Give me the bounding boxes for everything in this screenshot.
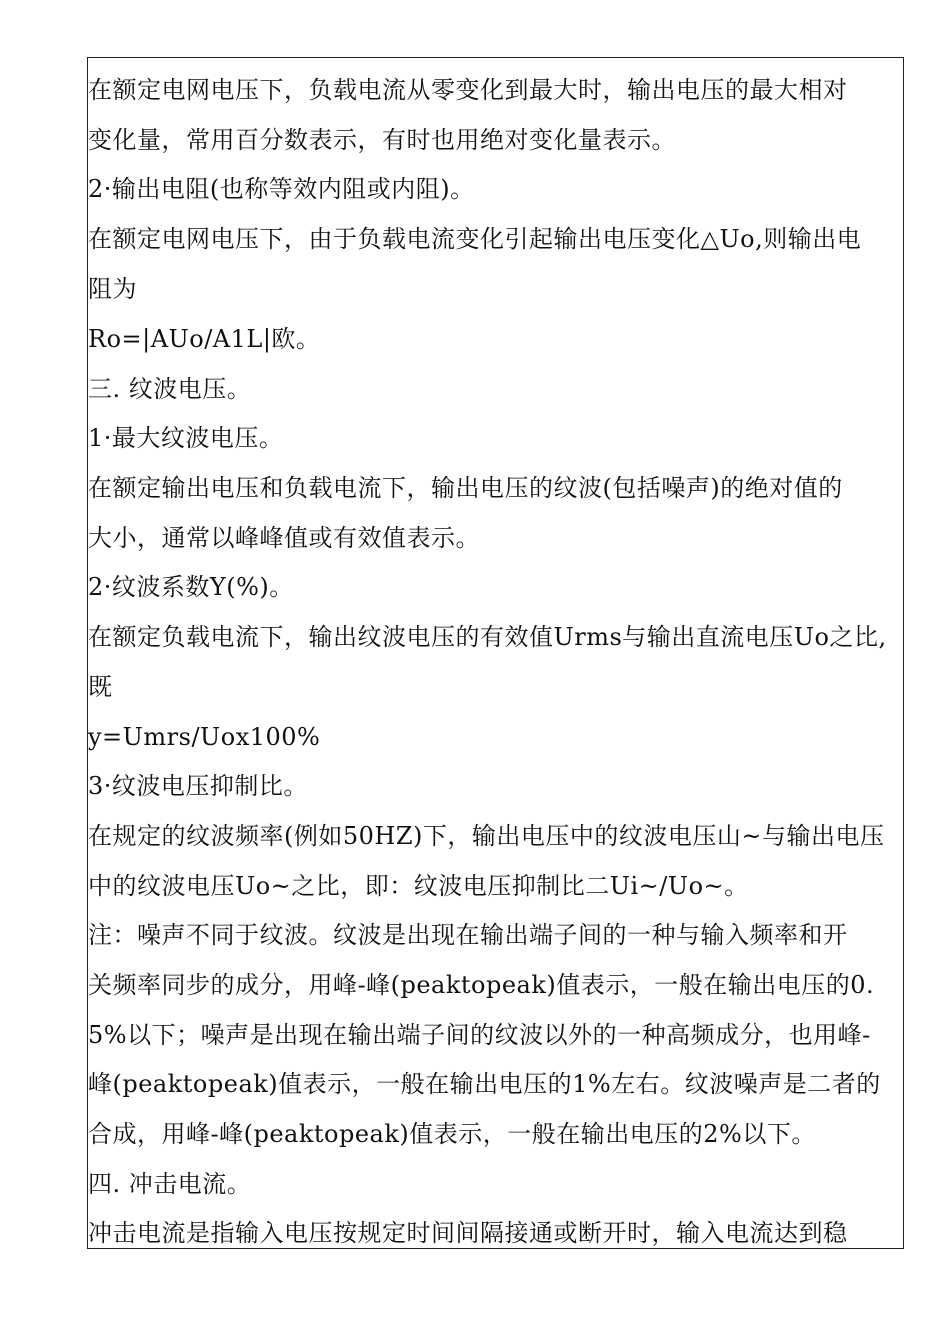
text-line: 在额定电网电压下，负载电流从零变化到最大时，输出电压的最大相对 [88,76,848,104]
text-line: 在额定负载电流下，输出纹波电压的有效值Urms与输出直流电压Uo之比, [88,623,887,651]
document-table-frame [87,57,904,1249]
text-line: 中的纹波电压Uo~之比，即：纹波电压抑制比二Ui~/Uo~。 [88,872,749,900]
text-line: 在额定输出电压和负载电流下，输出电压的纹波(包括噪声)的绝对值的 [88,474,843,502]
text-line: 冲击电流是指输入电压按规定时间间隔接通或断开时，输入电流达到稳 [88,1219,848,1247]
subsection-heading: 3·纹波电压抑制比。 [88,772,308,800]
section-heading: 三. 纹波电压。 [88,375,252,403]
text-line: 阻为 [88,275,137,303]
subsection-heading: 1·最大纹波电压。 [88,424,284,452]
text-line: 峰(peaktopeak)值表示，一般在输出电压的1%左右。纹波噪声是二者的 [88,1070,881,1098]
text-line: 合成，用峰-峰(peaktopeak)值表示，一般在输出电压的2%以下。 [88,1120,816,1148]
text-line: 变化量，常用百分数表示，有时也用绝对变化量表示。 [88,126,676,154]
text-line: 在额定电网电压下，由于负载电流变化引起输出电压变化△Uo,则输出电 [88,225,862,253]
text-line: 在规定的纹波频率(例如50HZ)下，输出电压中的纹波电压山~与输出电压 [88,822,885,850]
text-line: 5%以下；噪声是出现在输出端子间的纹波以外的一种高频成分，也用峰- [88,1021,871,1049]
formula-line: y=Umrs/Uox100% [88,723,321,751]
text-line: 注：噪声不同于纹波。纹波是出现在输出端子间的一种与输入频率和开 [88,921,848,949]
text-line: 关频率同步的成分，用峰-峰(peaktopeak)值表示，一般在输出电压的0. [88,971,875,999]
text-line: 2·输出电阻(也称等效内阻或内阻)。 [88,175,475,203]
text-line: 大小，通常以峰峰值或有效值表示。 [88,524,480,552]
text-line: Ro=|AUo/A1L|欧。 [88,325,321,353]
text-line: 既 [88,673,113,701]
subsection-heading: 2·纹波系数Y(%)。 [88,573,294,601]
section-heading: 四. 冲击电流。 [88,1170,252,1198]
